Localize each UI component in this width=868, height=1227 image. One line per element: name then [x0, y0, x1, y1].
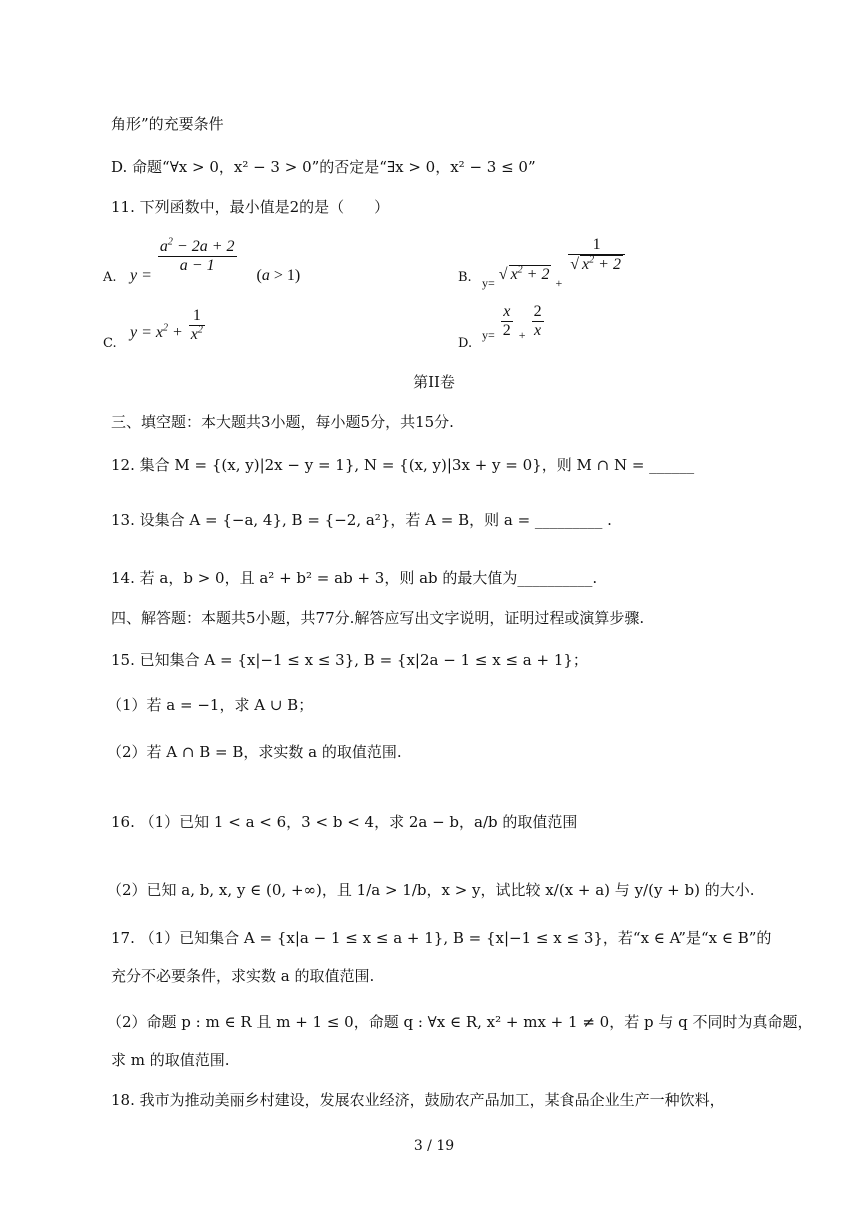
question-14: 14. 若 a，b > 0，且 a² + b² = ab + 3，则 ab 的最大值为__________. [111, 569, 598, 587]
question-15: 15. 已知集合 A = {x|−1 ≤ x ≤ 3}, B = {x|2a − 1 ≤ x ≤ a + 1}； [111, 651, 588, 669]
option-c-formula: $y = x^2$ + $\frac{1}{x^2}$ [130, 307, 203, 343]
option-d-text: D. 命题“∀x > 0，x² − 3 > 0”的否定是“∃x > 0，x² − 3 ≤ 0” [111, 158, 536, 176]
question-16-part-2: （2）已知 a, b, x, y ∈ (0, +∞)，且 1/a > 1/b，x > y，试比较 x/(x + a) 与 y/(y + b) 的大小. [107, 881, 755, 899]
option-d11-text [482, 360, 483, 361]
question-11: 11. 下列函数中，最小值是2的是（ ） [111, 198, 390, 216]
option-a-label: A. [103, 270, 117, 285]
question-16-part-1: 16. （1）已知 1 < a < 6，3 < b < 4，求 2a − b，a/b 的取值范围 [111, 813, 578, 831]
part-3-heading: 三、填空题：本大题共3小题，每小题5分，共15分. [111, 413, 454, 431]
option-a-formula: y = $\frac{a^2 - 2a + 2}{a - 1}$ (a > 1) [130, 236, 301, 285]
option-d11-label: D. [458, 336, 473, 351]
text-line: 角形”的充要条件 [111, 115, 224, 133]
question-13: 13. 设集合 A = {−a, 4}, B = {−2, a²}，若 A = B，则 a = _________ . [111, 511, 612, 529]
question-17-part-1b: 充分不必要条件，求实数 a 的取值范围. [111, 967, 375, 985]
question-17-part-2a: （2）命题 p : m ∈ R 且 m + 1 ≤ 0，命题 q : ∀x ∈ R, x² + mx + 1 ≠ 0，若 p 与 q 不同时为真命题， [107, 1013, 813, 1031]
question-15-part-2: （2）若 A ∩ B = B，求实数 a 的取值范围. [107, 743, 402, 761]
option-c-text [130, 360, 131, 361]
question-18: 18. 我市为推动美丽乡村建设，发展农业经济，鼓励农产品加工，某食品企业生产一种饮料， [111, 1091, 725, 1109]
question-12: 12. 集合 M = {(x, y)|2x − y = 1}, N = {(x, y)|3x + y = 0}，则 M ∩ N = ______ [111, 456, 695, 474]
section-title: 第II卷 [413, 373, 455, 391]
option-c-label: C. [103, 336, 117, 351]
option-b-text [482, 300, 483, 301]
option-d-statement [111, 157, 868, 177]
option-a-text [130, 300, 131, 301]
page-number: 3 / 19 [413, 1138, 455, 1154]
option-b-label: B. [458, 270, 472, 285]
option-b-formula: $_{y=}$ √ $x^2 + 2$ $_+$ $\frac{1}{√ x^2 + 2}$ [482, 232, 627, 270]
question-17-part-1a: 17. （1）已知集合 A = {x|a − 1 ≤ x ≤ a + 1}, B = {x|−1 ≤ x ≤ 3}，若“x ∈ A”是“x ∈ B”的 [111, 929, 772, 947]
option-d11-formula: $_{y=}$ $\frac{x}{2}$ $_+$ $\frac{2}{x}$ [482, 303, 542, 343]
part-4-heading: 四、解答题：本题共5小题，共77分.解答应写出文字说明，证明过程或演算步骤. [111, 609, 645, 627]
question-15-part-1: （1）若 a = −1，求 A ∪ B； [107, 696, 314, 714]
question-17-part-2b: 求 m 的取值范围. [111, 1051, 230, 1069]
